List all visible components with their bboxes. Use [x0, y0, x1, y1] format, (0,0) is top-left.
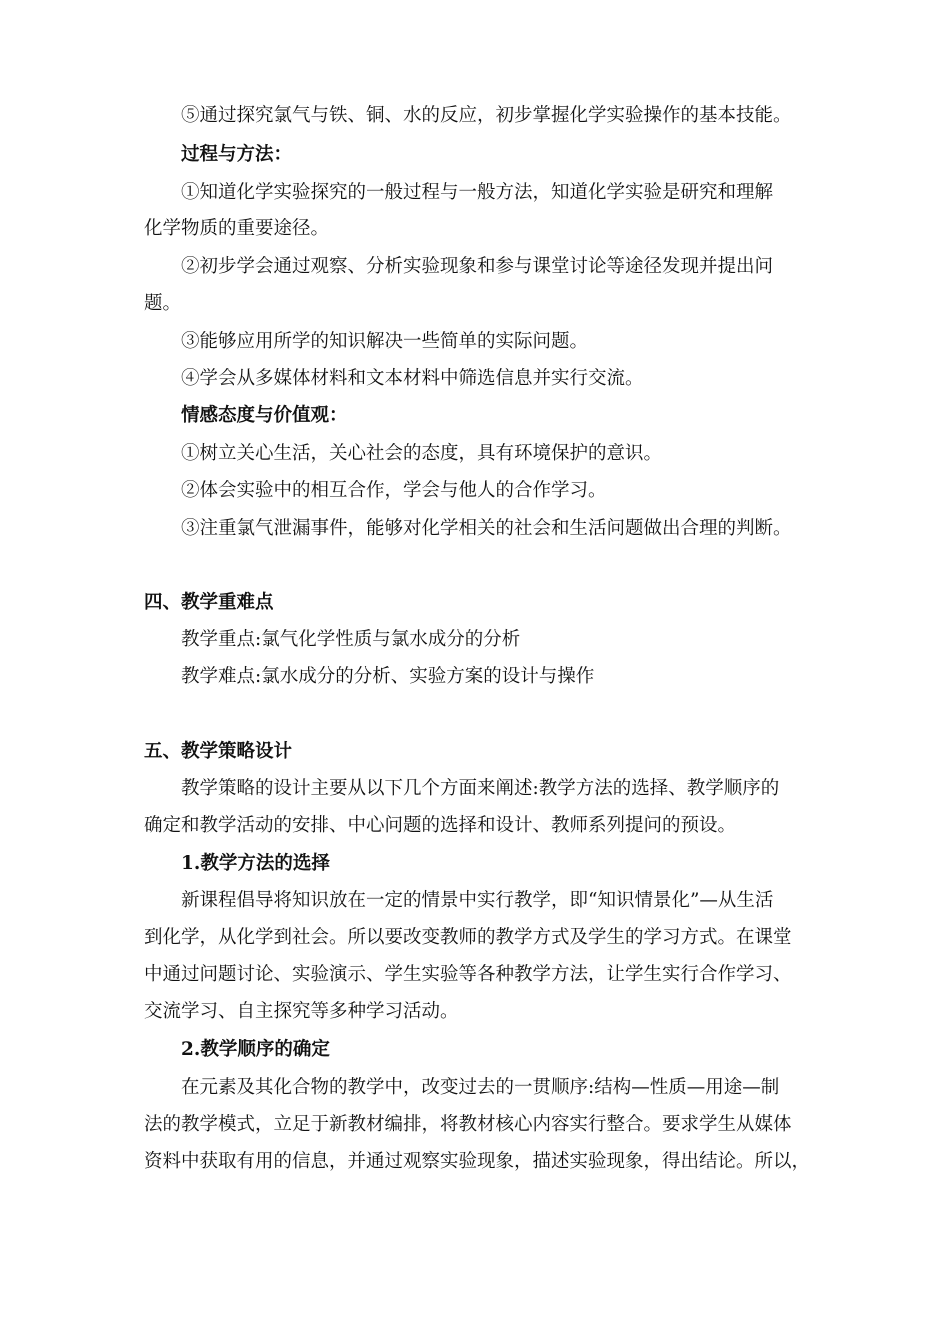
- process-item-1-line-1: ①知道化学实验探究的一般过程与一般方法，知道化学实验是研究和理解: [181, 182, 774, 203]
- subsection-2-heading: 2.教学顺序的确定: [181, 1039, 330, 1060]
- order-paragraph-line-3: 资料中获取有用的信息，并通过观察实验现象，描述实验现象，得出结论。所以，: [144, 1151, 811, 1172]
- teaching-key-point: 教学重点:氯气化学性质与氯水成分的分析: [181, 629, 521, 650]
- order-paragraph-line-2: 法的教学模式，立足于新教材编排，将教材核心内容实行整合。要求学生从媒体: [144, 1114, 792, 1135]
- order-paragraph-line-1: 在元素及其化合物的教学中，改变过去的一贯顺序:结构—性质—用途—制: [181, 1077, 780, 1098]
- process-item-2-line-2: 题。: [144, 293, 182, 314]
- teaching-difficult-point: 教学难点:氯水成分的分析、实验方案的设计与操作: [181, 666, 595, 687]
- strategy-intro-line-1: 教学策略的设计主要从以下几个方面来阐述:教学方法的选择、教学顺序的: [181, 778, 780, 799]
- strategy-intro-line-2: 确定和教学活动的安排、中心问题的选择和设计、教师系列提问的预设。: [144, 815, 737, 836]
- method-paragraph-line-3: 中通过问题讨论、实验演示、学生实验等各种教学方法，让学生实行合作学习、: [144, 964, 792, 985]
- method-paragraph-line-4: 交流学习、自主探究等多种学习活动。: [144, 1001, 459, 1022]
- method-paragraph-line-1: 新课程倡导将知识放在一定的情景中实行教学，即“知识情景化”—从生活: [181, 890, 774, 911]
- method-paragraph-line-2: 到化学，从化学到社会。所以要改变教师的教学方式及学生的学习方式。在课堂: [144, 927, 792, 948]
- process-item-3: ③能够应用所学的知识解决一些简单的实际问题。: [181, 331, 589, 352]
- emotion-item-1: ①树立关心生活，关心社会的态度，具有环境保护的意识。: [181, 443, 663, 464]
- process-item-4: ④学会从多媒体材料和文本材料中筛选信息并实行交流。: [181, 368, 644, 389]
- emotion-attitude-heading: 情感态度与价值观：: [181, 405, 348, 426]
- emotion-item-3: ③注重氯气泄漏事件，能够对化学相关的社会和生活问题做出合理的判断。: [181, 518, 792, 539]
- process-item-2-line-1: ②初步学会通过观察、分析实验现象和参与课堂讨论等途径发现并提出问: [181, 256, 774, 277]
- section-4-heading: 四、教学重难点: [144, 592, 274, 613]
- process-method-heading: 过程与方法：: [181, 144, 293, 165]
- emotion-item-2: ②体会实验中的相互合作，学会与他人的合作学习。: [181, 480, 607, 501]
- process-item-1-line-2: 化学物质的重要途径。: [144, 218, 330, 239]
- subsection-1-heading: 1.教学方法的选择: [181, 853, 330, 874]
- objective-item-5: ⑤通过探究氯气与铁、铜、水的反应，初步掌握化学实验操作的基本技能。: [181, 105, 792, 126]
- section-5-heading: 五、教学策略设计: [144, 741, 293, 762]
